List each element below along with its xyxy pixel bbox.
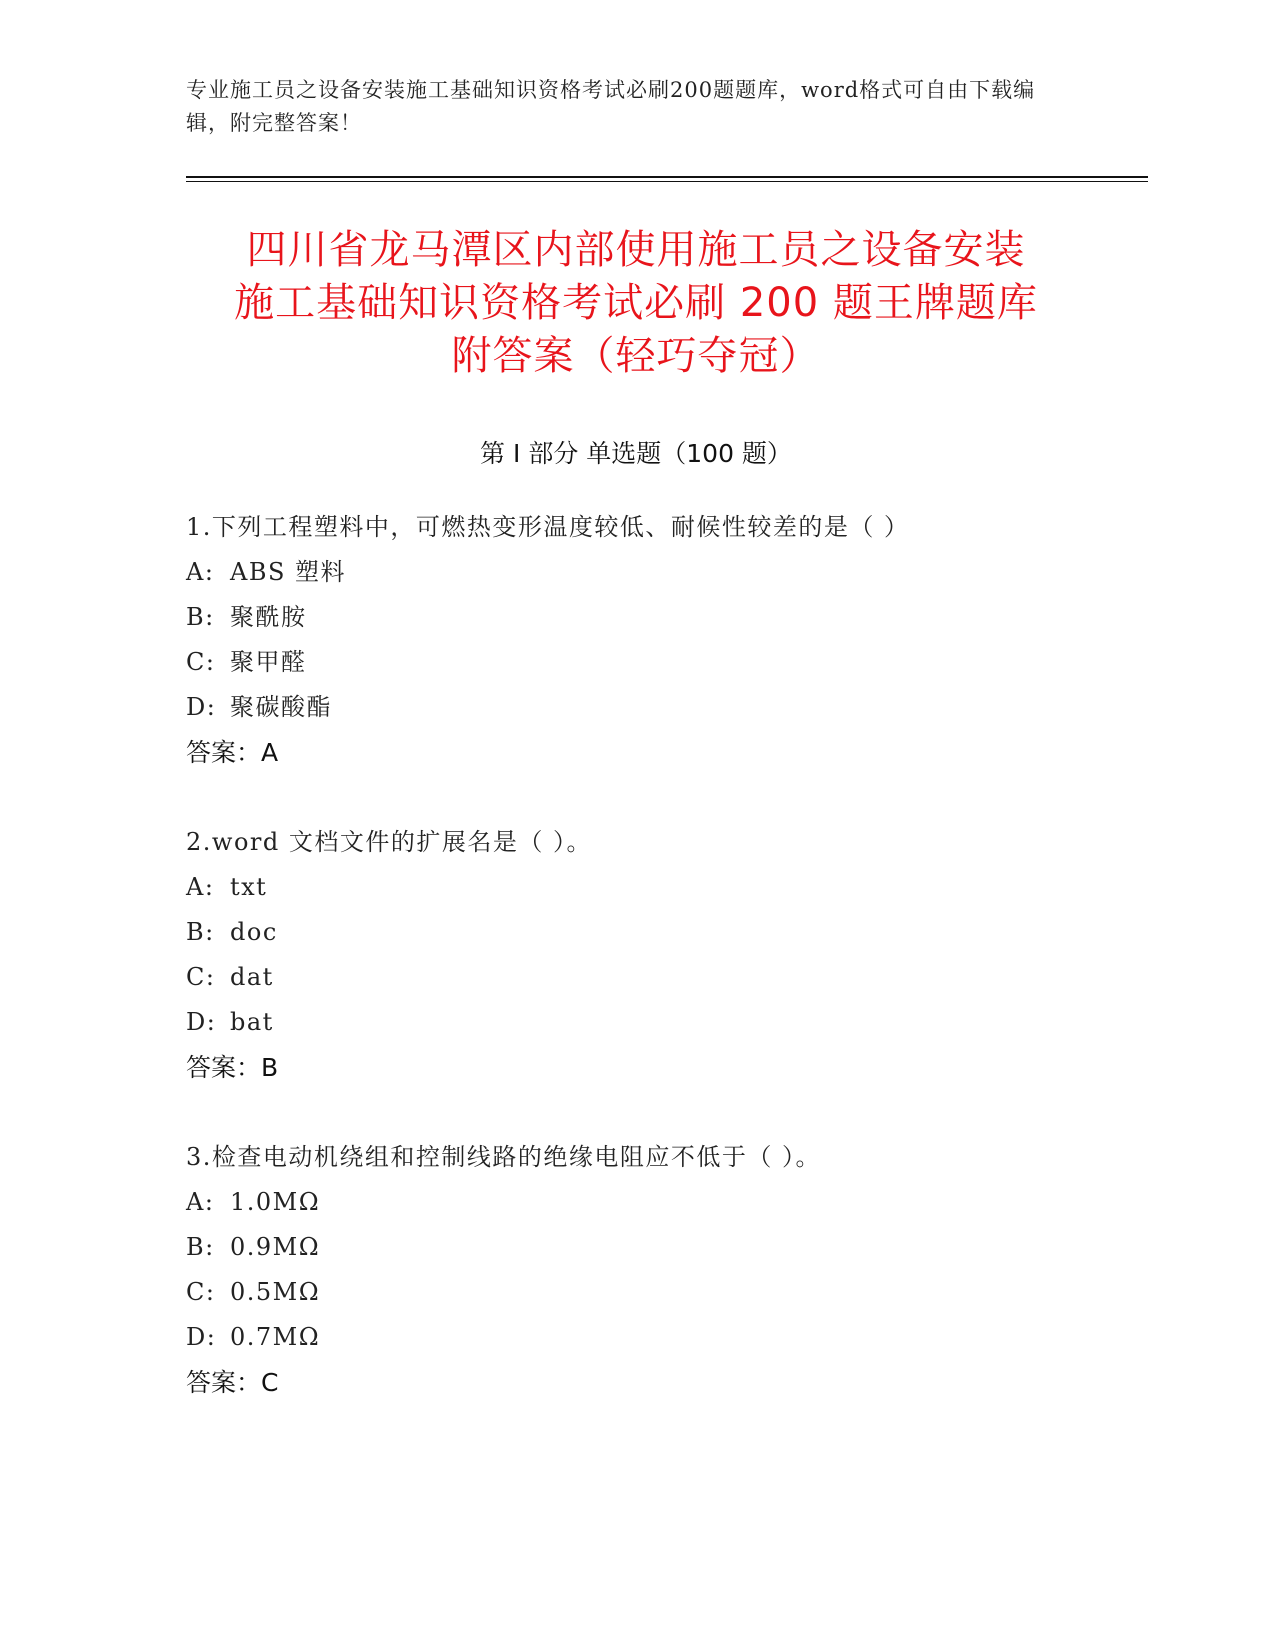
- header-note: 专业施工员之设备安装施工基础知识资格考试必刷200题题库，word格式可自由下载编辑，附完整答案！: [186, 78, 1036, 135]
- option-b: [186, 910, 1086, 955]
- title-line-2: 施工基础知识资格考试必刷 200 题王牌题库: [234, 280, 1038, 326]
- option-text: 0.5MΩ: [230, 1278, 321, 1306]
- option-b: [186, 595, 1086, 640]
- option-key: B:: [186, 918, 215, 946]
- question-1: [186, 505, 1086, 775]
- option-text: txt: [230, 873, 268, 901]
- question-stem: 1.下列工程塑料中，可燃热变形温度较低、耐候性较差的是（ ）: [186, 513, 910, 541]
- question-stem: 2.word 文档文件的扩展名是（ ）。: [186, 828, 592, 856]
- option-text: 0.9MΩ: [230, 1233, 321, 1261]
- title-line-1: 四川省龙马潭区内部使用施工员之设备安装: [246, 227, 1026, 273]
- option-key: D:: [186, 1323, 217, 1351]
- option-c: [186, 955, 1086, 1000]
- option-key: C:: [186, 1278, 216, 1306]
- option-c: [186, 1270, 1086, 1315]
- option-text: doc: [230, 918, 278, 946]
- option-text: dat: [230, 963, 274, 991]
- option-d: [186, 1315, 1086, 1360]
- question-2: [186, 820, 1086, 1090]
- option-c: [186, 640, 1086, 685]
- option-key: C:: [186, 963, 216, 991]
- option-text: 聚甲醛: [230, 648, 307, 676]
- title-line-3: 附答案（轻巧夺冠）: [451, 333, 821, 379]
- header-divider-thick: [186, 176, 1148, 178]
- option-text: 1.0MΩ: [230, 1188, 321, 1216]
- option-key: A:: [186, 873, 215, 901]
- option-text: bat: [230, 1008, 274, 1036]
- option-a: [186, 865, 1086, 910]
- header-divider-thin: [186, 181, 1148, 182]
- option-a: [186, 550, 1086, 595]
- option-d: [186, 1000, 1086, 1045]
- question-stem: 3.检查电动机绕组和控制线路的绝缘电阻应不低于（ ）。: [186, 1143, 822, 1171]
- option-key: B:: [186, 1233, 215, 1261]
- option-text: 聚碳酸酯: [230, 693, 332, 721]
- answer: 答案：A: [186, 738, 279, 767]
- section-heading: 第 I 部分 单选题（100 题）: [480, 439, 792, 468]
- option-key: B:: [186, 603, 215, 631]
- option-text: 聚酰胺: [230, 603, 307, 631]
- option-d: [186, 685, 1086, 730]
- option-key: A:: [186, 558, 215, 586]
- question-3: [186, 1135, 1086, 1405]
- option-b: [186, 1225, 1086, 1270]
- answer: 答案：C: [186, 1368, 279, 1397]
- option-key: A:: [186, 1188, 215, 1216]
- option-key: D:: [186, 1008, 217, 1036]
- option-text: ABS 塑料: [230, 558, 347, 586]
- option-key: C:: [186, 648, 216, 676]
- option-key: D:: [186, 693, 217, 721]
- option-a: [186, 1180, 1086, 1225]
- option-text: 0.7MΩ: [230, 1323, 321, 1351]
- document-title: [186, 224, 1086, 383]
- answer: 答案：B: [186, 1053, 279, 1082]
